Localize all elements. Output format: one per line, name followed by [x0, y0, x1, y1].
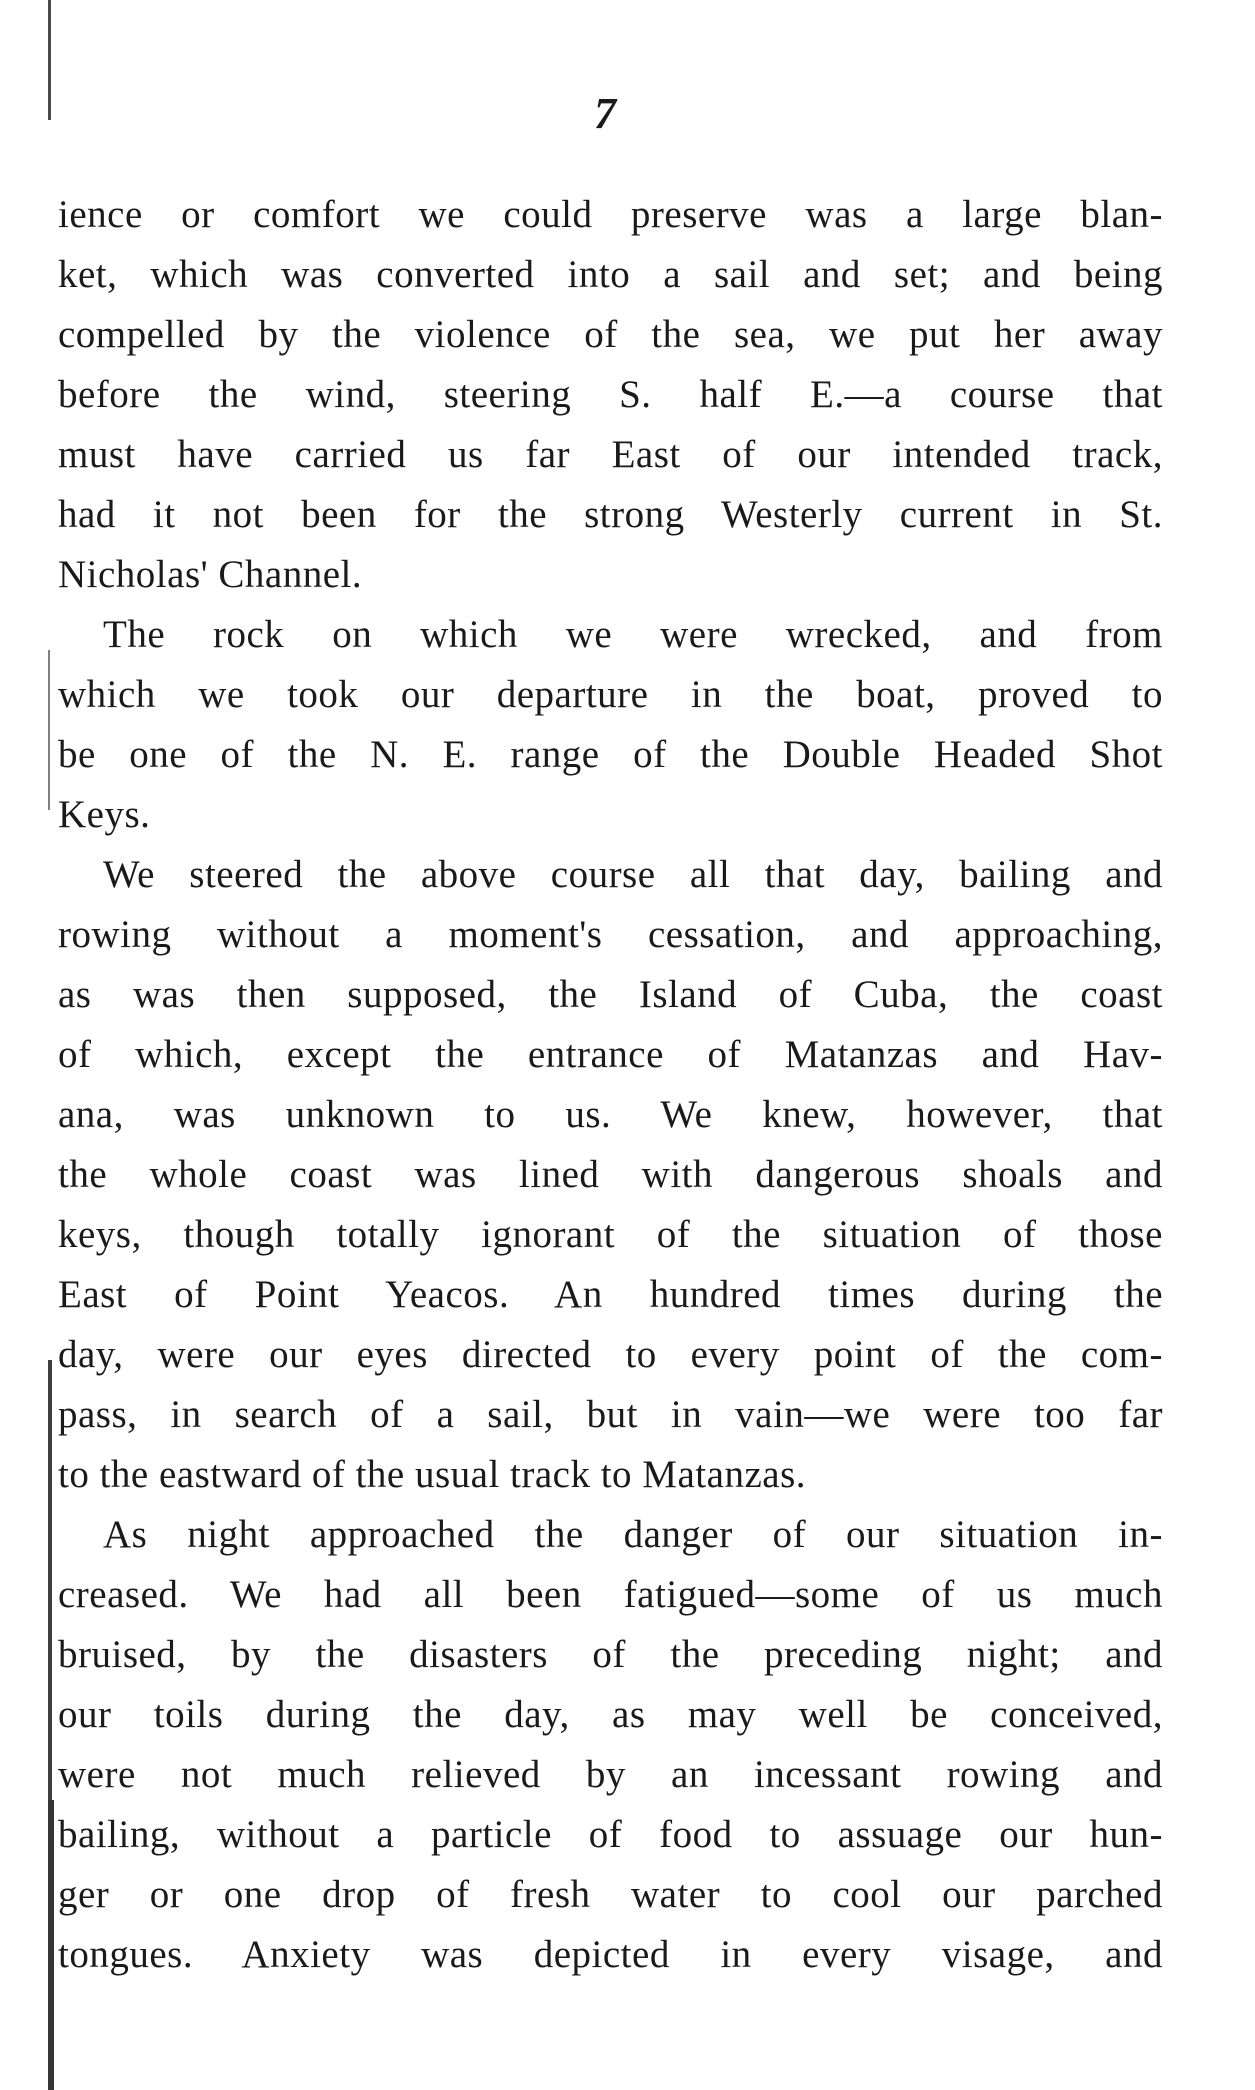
- text-line: keys, though totally ignorant of the situation of those: [58, 1213, 1163, 1256]
- text-line: Keys.: [58, 793, 151, 836]
- binding-edge-line: [48, 1800, 54, 2090]
- text-line: of which, except the entrance of Matanzas and Hav-: [58, 1033, 1163, 1076]
- text-line: must have carried us far East of our intended track,: [58, 433, 1163, 476]
- text-line: creased. We had all been fatigued—some of us much: [58, 1573, 1163, 1616]
- text-line: compelled by the violence of the sea, we put her away: [58, 313, 1163, 356]
- text-line: tongues. Anxiety was depicted in every visage, and: [58, 1933, 1163, 1976]
- text-line: be one of the N. E. range of the Double Headed Shot: [58, 733, 1163, 776]
- text-line: pass, in search of a sail, but in vain—we were too far: [58, 1393, 1163, 1436]
- text-line: bailing, without a particle of food to assuage our hun-: [58, 1813, 1163, 1856]
- text-line: The rock on which we were wrecked, and from: [103, 613, 1163, 656]
- text-line: bruised, by the disasters of the preceding night; and: [58, 1633, 1163, 1676]
- text-line: which we took our departure in the boat, proved to: [58, 673, 1163, 716]
- text-line: East of Point Yeacos. An hundred times during the: [58, 1273, 1163, 1316]
- text-line: ger or one drop of fresh water to cool our parched: [58, 1873, 1163, 1916]
- text-line: As night approached the danger of our situation in-: [103, 1513, 1163, 1556]
- text-line: our toils during the day, as may well be conceived,: [58, 1693, 1163, 1736]
- text-line: We steered the above course all that day, bailing and: [103, 853, 1163, 896]
- binding-edge-line: [48, 650, 50, 810]
- text-line: to the eastward of the usual track to Matanzas.: [58, 1453, 806, 1496]
- text-line: ket, which was converted into a sail and set; and being: [58, 253, 1163, 296]
- text-line: ana, was unknown to us. We knew, however, that: [58, 1093, 1163, 1136]
- text-line: rowing without a moment's cessation, and approaching,: [58, 913, 1163, 956]
- text-line: had it not been for the strong Westerly current in St.: [58, 493, 1163, 536]
- text-line: ience or comfort we could preserve was a large blan-: [58, 193, 1163, 236]
- text-line: the whole coast was lined with dangerous shoals and: [58, 1153, 1163, 1196]
- body-text: [58, 185, 1163, 1985]
- text-line: day, were our eyes directed to every point of the com-: [58, 1333, 1163, 1376]
- text-line: before the wind, steering S. half E.—a course that: [58, 373, 1163, 416]
- text-line: as was then supposed, the Island of Cuba, the coast: [58, 973, 1163, 1016]
- text-line: were not much relieved by an incessant rowing and: [58, 1753, 1163, 1796]
- binding-edge-line: [48, 1360, 52, 1800]
- page-number: 7: [594, 89, 616, 138]
- text-line: Nicholas' Channel.: [58, 553, 363, 596]
